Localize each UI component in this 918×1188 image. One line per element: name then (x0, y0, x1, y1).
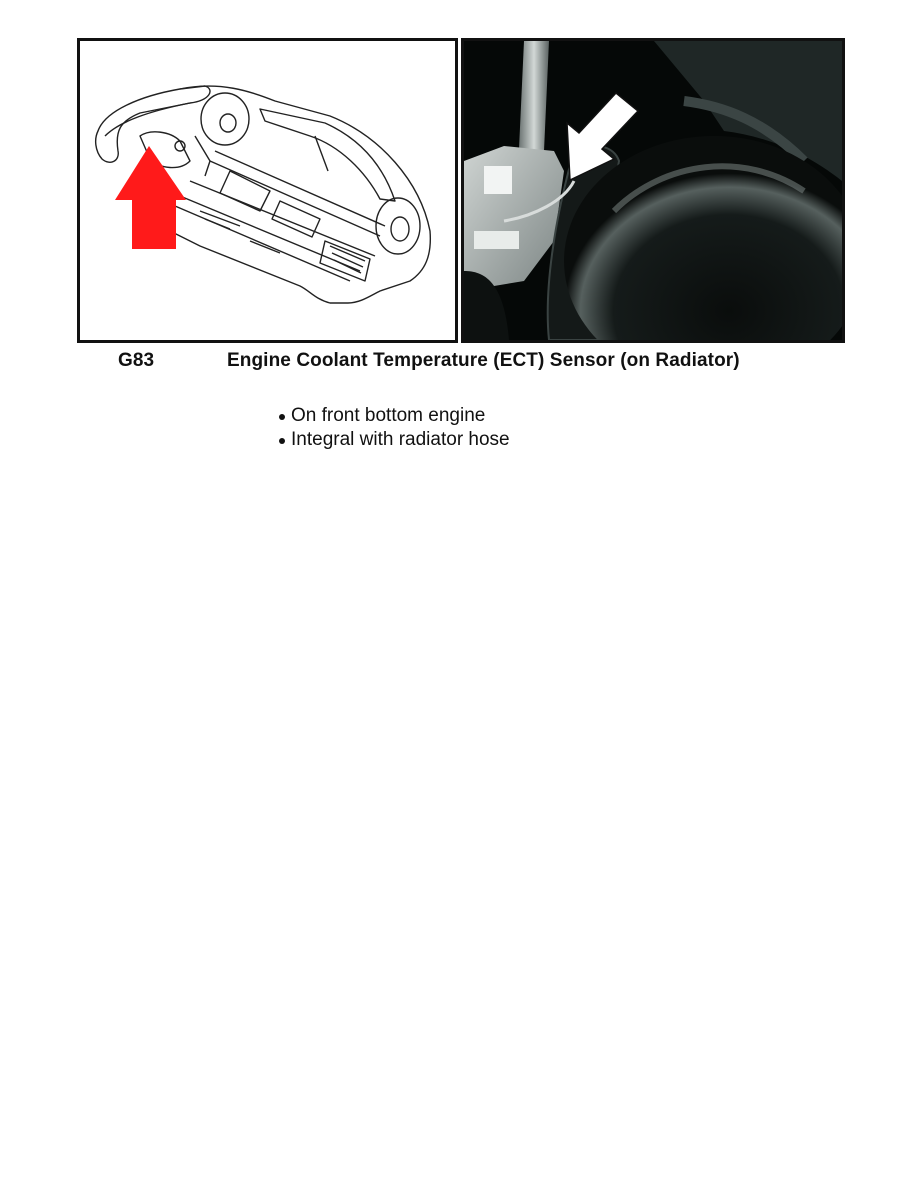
list-item (279, 428, 510, 452)
engine-bay-photo-illustration (464, 41, 842, 340)
component-code: G83 (118, 350, 155, 371)
list-item (279, 404, 510, 428)
component-title: Engine Coolant Temperature (ECT) Sensor (on Radiator) (227, 350, 740, 371)
bullet-icon (279, 438, 285, 444)
note-text: On front bottom engine (291, 405, 486, 426)
radiator-hose-photo (461, 38, 845, 343)
red-up-arrow-icon (115, 146, 186, 249)
location-notes-list (279, 404, 510, 452)
vehicle-underside-diagram (77, 38, 458, 343)
bullet-icon (279, 414, 285, 420)
car-underside-line-drawing (80, 41, 455, 340)
note-text: Integral with radiator hose (291, 429, 510, 450)
